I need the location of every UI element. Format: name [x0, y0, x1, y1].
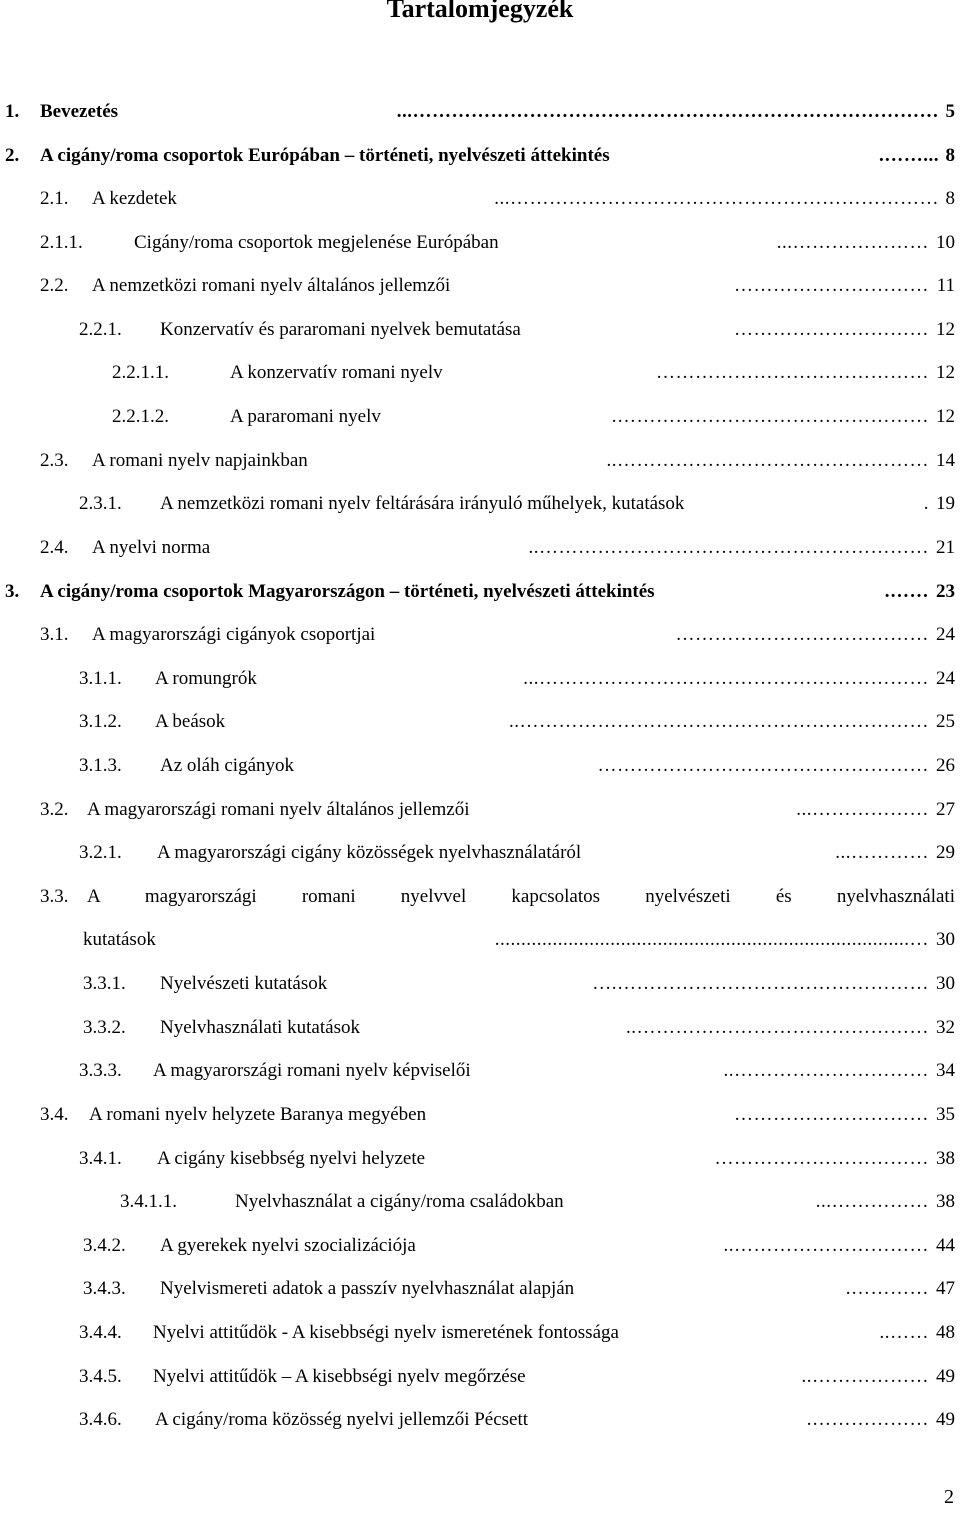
toc-entry-title: A romungrók [155, 668, 257, 689]
toc-entry-number: 3.2.1. [79, 842, 122, 863]
toc-entry[interactable] [0, 1100, 960, 1130]
toc-entry-title: Nyelvismereti adatok a passzív nyelvhasználat alapján [160, 1278, 575, 1299]
toc-entry-page: 14 [936, 450, 955, 471]
toc-entry[interactable] [0, 1318, 960, 1348]
toc-entry-title: Nyelvhasználat a cigány/roma családokban [235, 1191, 564, 1212]
toc-entry[interactable] [0, 358, 960, 388]
toc-entry-number: 3.1.2. [79, 711, 122, 732]
toc-entry-title: A cigány/roma közösség nyelvi jellemzői Pécsett [155, 1409, 529, 1430]
toc-entry-number: 2.2.1.2. [112, 406, 169, 427]
toc-entry-leader: ……………………………………………………... [523, 668, 929, 689]
toc-entry-number: 2.3.1. [79, 493, 122, 514]
toc-entry-number: 3.4.5. [79, 1366, 122, 1387]
toc-entry-number: 2.3. [40, 450, 69, 471]
toc-entry-title: A beások [155, 711, 226, 732]
toc-entry[interactable] [0, 446, 960, 476]
toc-entry-title: Nyelvi attitűdök – A kisebbségi nyelv megőrzése [153, 1366, 526, 1387]
toc-entry-number: 3.1.3. [79, 755, 122, 776]
toc-entry-leader: …………………………………………………………... [494, 188, 939, 209]
toc-entry-leader: …….. [879, 1322, 929, 1343]
toc-entry[interactable] [0, 795, 960, 825]
toc-entry-page: 25 [936, 711, 955, 732]
toc-entry-title: A magyarországi romani nyelv képviselői [153, 1060, 471, 1081]
toc-entry-number: 2.2.1.1. [112, 362, 169, 383]
toc-entry-leader: ………………………………………….. [606, 450, 929, 471]
toc-entry-title: A romani nyelv helyzete Baranya megyében [89, 1104, 427, 1125]
toc-entry-title: A cigány/roma csoportok Európában – történeti, nyelvészeti áttekintés [40, 145, 610, 166]
toc-entry[interactable] [0, 271, 960, 301]
toc-entry[interactable] [0, 620, 960, 650]
toc-entry[interactable] [0, 533, 960, 563]
toc-entry[interactable] [0, 1013, 960, 1043]
toc-entry-page: 21 [936, 537, 955, 558]
toc-entry-title: A konzervatív romani nyelv [230, 362, 443, 383]
toc-entry-title: kutatások [83, 929, 156, 950]
toc-entry-number: 3.3. [40, 886, 69, 907]
toc-entry-title: A cigány/roma csoportok Magyarországon – történeti, nyelvészeti áttekintés [40, 581, 655, 602]
toc-entry-number: 3.3.3. [79, 1060, 122, 1081]
toc-entry-number: 3.4.1.1. [120, 1191, 177, 1212]
toc-entry-title: A kezdetek [92, 188, 177, 209]
toc-entry-number: 2.2. [40, 275, 69, 296]
toc-entry-leader: ……………………………………….. [626, 1017, 929, 1038]
toc-entry[interactable] [0, 1231, 960, 1261]
toc-entry-title: Bevezetés [40, 101, 119, 122]
toc-entry-leader: ………………... [796, 799, 929, 820]
toc-entry[interactable] [0, 228, 960, 258]
toc-entry-title: Cigány/roma csoportok megjelenése Európában [134, 232, 499, 253]
toc-entry-leader: ………………………… [734, 1104, 929, 1125]
toc-entry-leader: ……. [884, 581, 929, 602]
toc-entry-number: 3.4.6. [79, 1409, 122, 1430]
toc-entry-title: A nyelvi norma [92, 537, 211, 558]
toc-entry-page: 8 [945, 188, 955, 209]
toc-entry[interactable] [0, 925, 960, 955]
toc-entry-number: 2.4. [40, 537, 69, 558]
toc-entry-page: 10 [936, 232, 955, 253]
toc-entry-leader: …………………... [776, 232, 929, 253]
toc-entry-page: 32 [936, 1017, 955, 1038]
toc-entry-leader: …………………………………………… [597, 755, 929, 776]
toc-entry-leader: …………………………… [714, 1148, 929, 1169]
toc-entry-page: 49 [936, 1366, 955, 1387]
toc-entry-page: 48 [936, 1322, 955, 1343]
toc-entry[interactable] [0, 969, 960, 999]
toc-entry-title: Az oláh cigányok [160, 755, 295, 776]
toc-entry-page: 8 [945, 145, 955, 166]
toc-entry[interactable] [0, 577, 960, 607]
toc-entry-page: 38 [936, 1148, 955, 1169]
toc-entry-title: A magyarországi cigányok csoportjai [92, 624, 376, 645]
toc-entry[interactable] [0, 1274, 960, 1304]
toc-entry-number: 3.4.4. [79, 1322, 122, 1343]
toc-entry-page: 49 [936, 1409, 955, 1430]
toc-entry-number: 2.1.1. [40, 232, 83, 253]
toc-entry-title: A magyarországi romani nyelvvel kapcsolatos nyelvészeti és nyelvhasználati [87, 886, 955, 907]
toc-entry-leader: …………………………………………………….. [528, 537, 929, 558]
toc-entry[interactable] [0, 1362, 960, 1392]
toc-entry-leader: ………………………… [734, 319, 929, 340]
toc-entry-page: 29 [936, 842, 955, 863]
toc-entry[interactable] [0, 402, 960, 432]
toc-entry[interactable] [0, 315, 960, 345]
toc-entry-leader: ………………………….. [723, 1060, 929, 1081]
toc-entry-leader: ………………………………………….… [592, 973, 929, 994]
toc-entry-title: A magyarországi cigány közösségek nyelvhasználatáról [157, 842, 582, 863]
toc-entry-page: 27 [936, 799, 955, 820]
toc-entry-page: 24 [936, 624, 955, 645]
toc-entry-number: 2. [5, 145, 20, 166]
toc-entry-title: A cigány kisebbség nyelvi helyzete [157, 1148, 426, 1169]
toc-entry-page: 44 [936, 1235, 955, 1256]
toc-entry[interactable] [0, 184, 960, 214]
toc-entry-page: 12 [936, 406, 955, 427]
toc-entry[interactable] [0, 1187, 960, 1217]
toc-entry-page: 12 [936, 319, 955, 340]
toc-entry-number: 2.2.1. [79, 319, 122, 340]
toc-entry-number: 3.4.1. [79, 1148, 122, 1169]
toc-entry-number: 3.3.1. [83, 973, 126, 994]
toc-entry[interactable] [0, 1144, 960, 1174]
toc-entry-title: Nyelvi attitűdök - A kisebbségi nyelv ismeretének fontossága [153, 1322, 619, 1343]
toc-entry-leader: ………………………….. [723, 1235, 929, 1256]
toc-entry[interactable] [0, 882, 960, 912]
toc-entry-leader: ………………………………… [675, 624, 929, 645]
toc-entry-number: 3.3.2. [83, 1017, 126, 1038]
toc-entry-page: 35 [936, 1104, 955, 1125]
toc-entry-leader: ………………………… [734, 275, 929, 296]
toc-entry-leader: ……………….. [801, 1366, 929, 1387]
page-number: 2 [944, 1486, 954, 1508]
toc-entry-leader: ……………... [815, 1191, 929, 1212]
toc-entry-leader: ………………. [806, 1409, 929, 1430]
toc-entry-leader: ...……. [879, 145, 939, 166]
toc-title: Tartalomjegyzék [386, 0, 574, 23]
toc-entry-number: 3.4. [40, 1104, 69, 1125]
toc-entry-leader: …............................................................................... [494, 929, 929, 950]
toc-entry-page: 11 [936, 275, 955, 296]
toc-entry[interactable] [0, 1405, 960, 1435]
toc-entry-page: 30 [936, 929, 955, 950]
toc-entry[interactable] [0, 1056, 960, 1086]
toc-entry-leader: ………………………………………………………………………... [396, 101, 939, 122]
toc-entry-number: 1. [5, 101, 20, 122]
toc-entry-number: 2.1. [40, 188, 69, 209]
toc-entry-title: Konzervatív és pararomani nyelvek bemutatása [160, 319, 521, 340]
toc-entry-leader: …………... [835, 842, 929, 863]
toc-entry-title: A pararomani nyelv [230, 406, 381, 427]
toc-entry-title: A gyerekek nyelvi szocializációja [160, 1235, 416, 1256]
toc-entry-page: 38 [936, 1191, 955, 1212]
toc-entry-title: A romani nyelv napjainkban [92, 450, 308, 471]
toc-entry-page: 12 [936, 362, 955, 383]
toc-entry[interactable] [0, 97, 960, 127]
toc-entry[interactable] [0, 141, 960, 171]
toc-entry-leader: …………………………………………. [611, 406, 929, 427]
toc-entry-leader: …………………………………… [656, 362, 929, 383]
toc-entry-page: 5 [945, 101, 955, 122]
toc-entry-leader: …………. [845, 1278, 929, 1299]
toc-entry-title: A nemzetközi romani nyelv feltárására irányuló műhelyek, kutatások [160, 493, 685, 514]
toc-entry-page: 19 [936, 493, 955, 514]
toc-entry-number: 3. [5, 581, 20, 602]
toc-entry-number: 3.2. [40, 799, 69, 820]
toc-entry-number: 3.4.3. [83, 1278, 126, 1299]
toc-entry-page: 23 [936, 581, 955, 602]
toc-entry-number: 3.4.2. [83, 1235, 126, 1256]
toc-entry[interactable] [0, 664, 960, 694]
toc-entry-title: A nemzetközi romani nyelv általános jellemzői [92, 275, 451, 296]
toc-entry-title: Nyelvészeti kutatások [160, 973, 328, 994]
toc-entry-page: 26 [936, 755, 955, 776]
toc-entry[interactable] [0, 751, 960, 781]
toc-entry-number: 3.1.1. [79, 668, 122, 689]
toc-entry[interactable] [0, 838, 960, 868]
toc-entry-page: 30 [936, 973, 955, 994]
toc-entry-page: 34 [936, 1060, 955, 1081]
toc-entry-title: Nyelvhasználati kutatások [160, 1017, 360, 1038]
toc-entry[interactable] [0, 707, 960, 737]
toc-entry-page: 47 [936, 1278, 955, 1299]
toc-entry[interactable] [0, 489, 960, 519]
toc-entry-leader: ……………………………………………………….. [509, 711, 929, 732]
toc-entry-leader: . [923, 493, 929, 514]
toc-entry-number: 3.1. [40, 624, 69, 645]
toc-entry-title: A magyarországi romani nyelv általános jellemzői [87, 799, 470, 820]
toc-entry-page: 24 [936, 668, 955, 689]
